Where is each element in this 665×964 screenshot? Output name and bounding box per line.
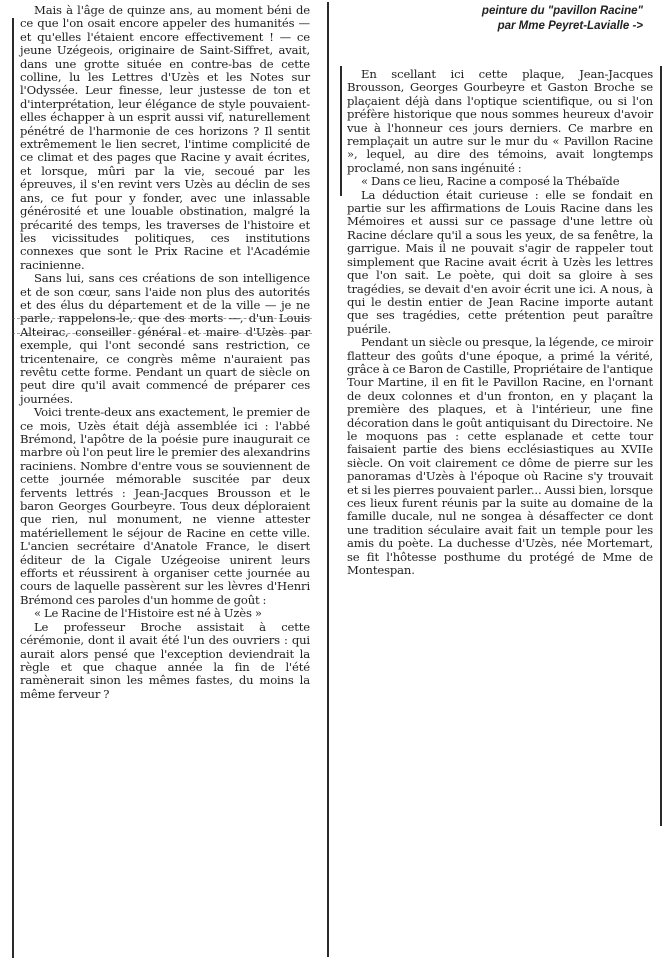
caption-line-2: par Mme Peyret-Lavialle ->	[497, 20, 643, 32]
article-column-left	[20, 4, 310, 701]
paragraph: Voici trente-deux ans exactement, le premier de ce mois, Uzès était déjà assemblée ici : l'abbé Brémond, l'apôtre de la poésie pure inaugurait ce marbre où l'on peut lire le premier des alexandrins raciniens. Nombre d'entre vous se souviennent de cette journée mémorable suscitée par deux fervents lettrés : Jean-Jacques Brousson et le baron Georges Gourbeyre. Tous deux déploraient que rien, nul monument, ne vienne attester matériellement le séjour de Racine en cette ville. L'ancien secrétaire d'Anatole France, le disert éditeur de la Cigale Uzégeoise unirent leurs efforts et réussirent à organiser cette journée au cours de laquelle passèrent sur les lèvres d'Henri Brémond ces paroles d'un homme de goût :	[20, 405, 310, 607]
paragraph: En scellant ici cette plaque, Jean-Jacques Brousson, Georges Gourbeyre et Gaston Broche se plaçaient déjà dans l'optique scientifique, ou si l'on préfère historique que nous sommes heureux d'avoir vue à l'honneur ces jours derniers. Ce marbre en remplaçait un autre sur le mur du « Pavillon Racine », lequel, au dire des témoins, avait longtemps proclamé, non sans ingénuité :	[347, 67, 653, 175]
article-column-right	[347, 68, 653, 577]
quotation: « Dans ce lieu, Racine a composé la Thébaïde	[361, 174, 620, 189]
right-column-left-rule	[340, 66, 342, 196]
quotation: « Le Racine de l'Histoire est né à Uzès »	[34, 606, 262, 621]
photo-caption	[413, 4, 643, 34]
paragraph: Pendant un siècle ou presque, la légende, ce miroir flatteur des goûts d'une époque, a primé la vérité, grâce à ce Baron de Castille, Propriétaire de l'antique Tour Martine, il en fit le Pavillon Racine, en l'ornant de deux colonnes et d'un fronton, en y plaçant la première des plaques, et à l'intérieur, une fine décoration dans le goût antiquisant du Directoire. Ne le moquons pas : cette esplanade et cette tour faisaient partie des biens ecclésiastiques au XVIIe siècle. On voit clairement ce dôme de pierre sur les panoramas d'Uzès à l'époque où Racine s'y trouvait et si les pierres pouvaient parler... Aussi bien, lorsque ces lieux furent réunis par la suite au domaine de la famille ducale, nul ne songea à désaffecter ce dont une tradition séculaire avait fait un temple pour les amis du poète. La duchesse d'Uzès, née Mortemart, se fit l'hôtesse posthume du protégé de Mme de Montespan.	[347, 335, 653, 578]
column-divider-rule	[327, 2, 329, 957]
left-margin-rule	[12, 18, 14, 958]
right-column-right-rule	[660, 66, 662, 826]
paragraph: Sans lui, sans ces créations de son intelligence et de son cœur, sans l'aide non plus des autorités et des élus du département et de la ville — je ne parle, rappelons-le, que des morts —, d'un Louis Alteirac, conseiller général et maire d'Uzès par exemple, qui l'ont secondé sans restriction, ce tricentenaire, ce congrès même n'auraient pas revêtu cette forme. Pendant un quart de siècle on peut dire qu'il avait commencé de préparer ces journées.	[20, 271, 310, 406]
paragraph: Le professeur Broche assistait à cette cérémonie, dont il avait été l'un des ouvriers : qui aurait alors pensé que l'exception deviendrait la règle et que chaque année la fin de l'été ramènerait sinon les mêmes fastes, du moins la même ferveur ?	[20, 619, 310, 701]
paragraph: Mais à l'âge de quinze ans, au moment béni de ce que l'on osait encore appeler des humanités — et qu'elles l'étaient encore effectivement ! — ce jeune Uzégeois, originaire de Saint-Siffret, avait, dans une grotte située en contre-bas de cette colline, lu les Lettres d'Uzès et les Notes sur l'Odyssée. Leur finesse, leur justesse de ton et d'interprétation, leur élégance de style pouvaient-elles échapper à un esprit aussi vif, naturellement pénétré de l'harmonie de ces horizons ? Il sentit extrêmement le lien secret, l'intime complicité de ce climat et des pages que Racine y avait écrites, et lorsque, mûri par la vie, secoué par les épreuves, il s'en revint vers Uzès au déclin de ses ans, ce fut pour y fonder, avec une inlassable générosité et une louable obstination, malgré la précarité des temps, les traverses de l'histoire et les vicissitudes politiques, ces institutions connexes que sont le Prix Racine et l'Académie racinienne.	[20, 3, 310, 272]
paragraph: La déduction était curieuse : elle se fondait en partie sur les affirmations de Louis Racine dans les Mémoires et aussi sur ce passage d'une lettre où Racine déclare qu'il a sous les yeux, de sa fenêtre, la garrigue. Mais il ne pouvait s'agir de rappeler tout simplement que Racine avait écrit à Uzès les lettres que l'on sait. Le poète, qui doit sa gloire à ses tragédies, se devait d'en avoir écrit une ici. A nous, à qui le destin entier de Jean Racine importe autant que ses tragédies, cette prétention peut paraître puérile.	[347, 187, 653, 336]
caption-line-1: peinture du "pavillon Racine"	[481, 5, 643, 17]
